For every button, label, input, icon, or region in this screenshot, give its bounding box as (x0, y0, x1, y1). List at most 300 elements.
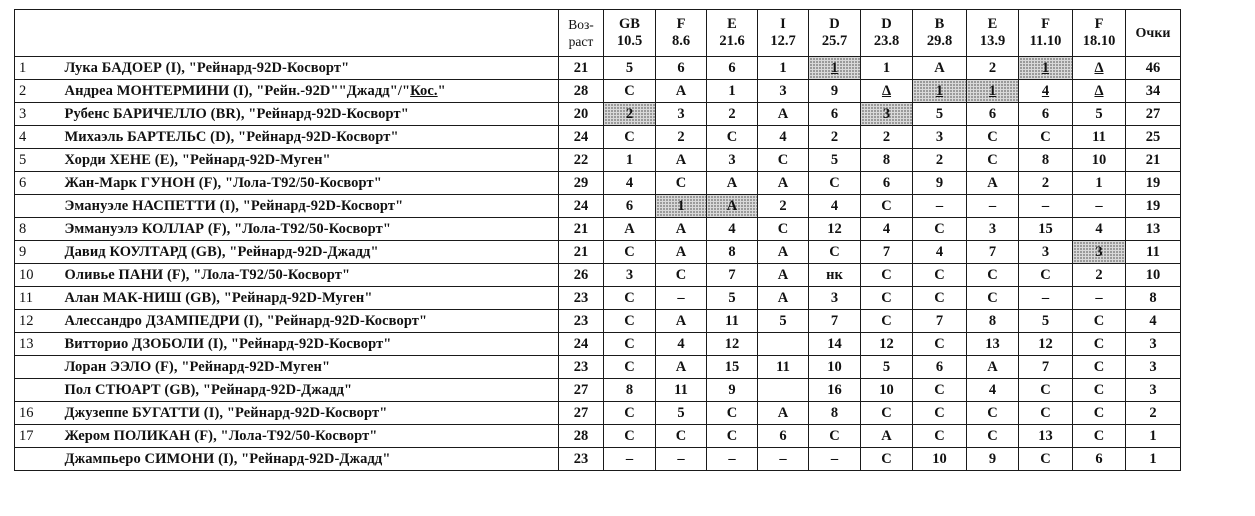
header-race (758, 10, 809, 57)
race-result-value: A (777, 106, 789, 122)
race-result-cell (967, 379, 1019, 402)
race-result-cell (656, 241, 707, 264)
race-result-value: нк (826, 267, 843, 283)
race-result-cell (707, 264, 758, 287)
race-result-cell (758, 310, 809, 333)
race-result-cell (656, 287, 707, 310)
race-result-value: C (829, 428, 840, 444)
race-result-value: 3 (779, 83, 787, 99)
position-cell: 1 (15, 57, 59, 80)
race-result-cell (967, 310, 1019, 333)
race-date: 13.9 (979, 33, 1006, 49)
race-result-value: 6 (728, 60, 736, 76)
race-result-value: A (675, 359, 687, 375)
race-result-value: 5 (935, 106, 944, 122)
driver-team-text: " (437, 83, 446, 99)
race-result-cell (861, 218, 913, 241)
race-result-cell (1019, 80, 1073, 103)
position-cell: 16 (15, 402, 59, 425)
race-result-value: 2 (625, 106, 634, 122)
race-result-cell (967, 218, 1019, 241)
race-result-value: C (675, 175, 687, 191)
points-cell: 11 (1126, 241, 1181, 264)
race-result-value: 5 (1095, 106, 1103, 122)
race-result-value: C (934, 428, 945, 444)
race-result-cell (758, 425, 809, 448)
race-result-value: C (1040, 267, 1051, 283)
race-result-cell (656, 264, 707, 287)
points-cell: 25 (1126, 126, 1181, 149)
race-result-value: 11 (674, 382, 688, 398)
race-result-cell (707, 448, 758, 471)
race-date: 18.10 (1082, 33, 1116, 49)
race-result-value: C (934, 405, 945, 421)
race-country: E (987, 16, 998, 32)
race-result-cell (809, 310, 861, 333)
position-cell: 5 (15, 149, 59, 172)
table-row (15, 310, 1181, 333)
race-result-value: 4 (830, 198, 839, 214)
race-result-cell (1019, 241, 1073, 264)
race-result-cell (809, 425, 861, 448)
race-result-cell (656, 57, 707, 80)
driver-team-text: Андреа МОНТЕРМИНИ (I), "Рейн.-92D""Джадд"/" (64, 83, 411, 99)
race-result-cell (707, 356, 758, 379)
race-result-value: 11 (725, 313, 739, 329)
race-result-value: C (1040, 129, 1051, 145)
race-result-value: 1 (882, 60, 891, 76)
points-cell: 27 (1126, 103, 1181, 126)
race-result-cell (809, 379, 861, 402)
header-race (604, 10, 656, 57)
race-result-cell (967, 264, 1019, 287)
race-result-value: C (934, 290, 945, 306)
race-country: F (1041, 16, 1050, 32)
race-result-value: A (934, 60, 945, 76)
race-result-value: 4 (935, 244, 944, 260)
race-result-cell (707, 126, 758, 149)
race-result-value: 4 (1095, 221, 1103, 237)
race-result-cell (913, 241, 967, 264)
points-cell: 34 (1126, 80, 1181, 103)
age-cell: 23 (559, 287, 604, 310)
race-result-value: 8 (830, 405, 839, 421)
race-result-value: 3 (1041, 244, 1050, 260)
race-result-cell (861, 333, 913, 356)
age-cell: 29 (559, 172, 604, 195)
age-cell: 24 (559, 333, 604, 356)
race-result-value: C (1093, 382, 1105, 398)
race-result-value: 6 (677, 60, 685, 76)
driver-team-cell: Лоран ЭЭЛО (F), "Рейнард-92D-Муген" (59, 356, 559, 379)
header-points-label: Очки (1135, 25, 1171, 41)
race-result-value: A (675, 244, 687, 260)
race-result-value: 6 (1041, 106, 1050, 122)
race-result-value: – (1041, 290, 1050, 306)
race-result-cell (861, 241, 913, 264)
race-result-cell (913, 379, 967, 402)
race-result-cell (861, 379, 913, 402)
race-result-value: A (777, 405, 789, 421)
race-result-value: 12 (724, 336, 740, 352)
race-result-cell (604, 333, 656, 356)
race-result-cell (967, 425, 1019, 448)
age-cell: 27 (559, 402, 604, 425)
race-result-cell (809, 241, 861, 264)
race-result-cell (1019, 310, 1073, 333)
race-result-cell (861, 448, 913, 471)
race-result-cell (604, 241, 656, 264)
race-result-cell (861, 103, 913, 126)
race-result-value: C (987, 152, 998, 168)
age-cell: 21 (559, 218, 604, 241)
race-result-value: 6 (882, 175, 891, 191)
race-result-cell (913, 448, 967, 471)
race-result-cell (861, 80, 913, 103)
race-result-cell (1019, 195, 1073, 218)
race-date: 25.7 (821, 33, 848, 49)
race-result-value: C (1093, 336, 1105, 352)
race-result-value: A (777, 290, 789, 306)
race-result-value: 6 (988, 106, 997, 122)
race-result-cell (967, 195, 1019, 218)
standings-body (15, 57, 1181, 471)
driver-team-cell: Оливье ПАНИ (F), "Лола-T92/50-Косворт" (59, 264, 559, 287)
race-result-cell (913, 218, 967, 241)
race-result-value: 4 (1041, 83, 1050, 99)
race-result-value: – (728, 451, 736, 467)
standings-sheet (14, 9, 1181, 471)
race-result-value: 3 (625, 267, 634, 283)
race-result-value: C (624, 428, 635, 444)
race-result-value: Δ (881, 83, 892, 99)
race-result-cell (656, 333, 707, 356)
table-row (15, 425, 1181, 448)
race-result-value: 12 (879, 336, 894, 352)
race-result-cell (604, 287, 656, 310)
race-result-cell (1019, 333, 1073, 356)
race-result-value: C (829, 244, 840, 260)
race-result-value: 2 (728, 106, 736, 122)
points-cell: 10 (1126, 264, 1181, 287)
race-result-value: C (1093, 428, 1105, 444)
race-result-value: 1 (935, 83, 944, 99)
race-result-cell (1073, 356, 1126, 379)
points-cell: 3 (1126, 356, 1181, 379)
header-name-cell (59, 10, 559, 57)
position-cell: 9 (15, 241, 59, 264)
race-result-cell (758, 402, 809, 425)
header-race (707, 10, 758, 57)
header-race (1073, 10, 1126, 57)
race-result-cell (967, 149, 1019, 172)
race-result-cell (1073, 310, 1126, 333)
race-result-cell (1019, 379, 1073, 402)
race-result-value: 9 (830, 83, 839, 99)
race-result-cell (707, 80, 758, 103)
race-result-cell (1019, 172, 1073, 195)
table-row (15, 57, 1181, 80)
race-result-value: A (881, 428, 892, 444)
race-result-cell (1019, 402, 1073, 425)
driver-team-cell: Жан-Марк ГУНОН (F), "Лола-T92/50-Косворт" (59, 172, 559, 195)
race-result-cell (861, 287, 913, 310)
race-result-cell (1073, 448, 1126, 471)
race-result-cell (913, 57, 967, 80)
position-cell (15, 379, 59, 402)
race-result-cell (967, 126, 1019, 149)
table-row (15, 218, 1181, 241)
race-result-cell (604, 218, 656, 241)
race-result-cell (967, 402, 1019, 425)
race-result-value: 2 (988, 60, 997, 76)
race-result-cell (656, 172, 707, 195)
points-cell: 1 (1126, 448, 1181, 471)
position-cell: 3 (15, 103, 59, 126)
race-result-value: 3 (882, 106, 891, 122)
race-result-cell (656, 402, 707, 425)
race-result-value: C (675, 428, 687, 444)
race-result-value: – (779, 451, 787, 467)
race-country: F (1094, 16, 1104, 32)
race-result-cell (707, 379, 758, 402)
race-result-cell (758, 57, 809, 80)
race-result-value: 8 (988, 313, 997, 329)
driver-team-cell: Рубенс БАРИЧЕЛЛО (BR), "Рейнард-92D-Косворт" (59, 103, 559, 126)
race-result-value: C (881, 290, 892, 306)
race-result-cell (913, 172, 967, 195)
header-age-label: Воз- раст (568, 17, 594, 49)
race-result-cell (707, 218, 758, 241)
race-result-cell (1019, 287, 1073, 310)
table-row (15, 356, 1181, 379)
race-result-value: 2 (677, 129, 685, 145)
race-result-value: 12 (1038, 336, 1053, 352)
race-result-value: C (934, 382, 945, 398)
race-result-value: 13 (985, 336, 1000, 352)
race-result-cell (758, 287, 809, 310)
race-result-cell (758, 448, 809, 471)
race-result-cell (604, 57, 656, 80)
race-result-cell (913, 103, 967, 126)
race-result-cell (967, 80, 1019, 103)
race-result-value: C (624, 313, 635, 329)
race-result-cell (1019, 57, 1073, 80)
race-result-cell (1019, 356, 1073, 379)
age-cell: 26 (559, 264, 604, 287)
header-points (1126, 10, 1181, 57)
race-result-cell (809, 172, 861, 195)
header-race (656, 10, 707, 57)
race-result-cell (758, 103, 809, 126)
race-result-value: C (934, 221, 945, 237)
race-result-value: A (675, 152, 687, 168)
position-cell (15, 448, 59, 471)
race-result-value: – (677, 451, 685, 467)
race-result-value: C (987, 405, 998, 421)
race-result-value: C (624, 129, 635, 145)
race-result-cell (656, 126, 707, 149)
race-result-value: 3 (830, 290, 839, 306)
race-result-value: 9 (728, 382, 736, 398)
age-cell: 24 (559, 195, 604, 218)
position-cell: 11 (15, 287, 59, 310)
race-result-value: C (987, 290, 998, 306)
table-row (15, 80, 1181, 103)
driver-team-cell: Михаэль БАРТЕЛЬС (D), "Рейнард-92D-Косворт" (59, 126, 559, 149)
race-date: 11.10 (1029, 33, 1062, 49)
header-row (15, 10, 1181, 57)
race-result-cell (809, 218, 861, 241)
race-result-cell (809, 57, 861, 80)
race-result-value: 3 (677, 106, 685, 122)
race-result-cell (604, 195, 656, 218)
race-result-cell (656, 103, 707, 126)
race-result-value: C (1093, 359, 1105, 375)
race-result-cell (809, 195, 861, 218)
race-result-value: C (777, 152, 789, 168)
race-result-value: C (726, 428, 738, 444)
race-result-cell (656, 356, 707, 379)
race-result-cell (967, 356, 1019, 379)
race-result-value: 6 (625, 198, 634, 214)
race-result-value: 5 (625, 60, 634, 76)
driver-team-cell: Лука БАДОЕР (I), "Рейнард-92D-Косворт" (59, 57, 559, 80)
race-result-value: C (934, 336, 945, 352)
points-cell: 3 (1126, 379, 1181, 402)
header-race (967, 10, 1019, 57)
table-row (15, 379, 1181, 402)
race-result-cell (604, 379, 656, 402)
race-result-value: 3 (1095, 244, 1103, 260)
table-row (15, 402, 1181, 425)
race-result-cell (758, 195, 809, 218)
race-result-cell (861, 172, 913, 195)
race-result-value: Δ (1094, 83, 1104, 99)
age-cell: 23 (559, 310, 604, 333)
driver-team-cell: Эммануэлэ КОЛЛАР (F), "Лола-T92/50-Косворт" (59, 218, 559, 241)
age-cell: 22 (559, 149, 604, 172)
table-row (15, 333, 1181, 356)
driver-team-cell: Алессандро ДЗАМПЕДРИ (I), "Рейнард-92D-Косворт" (59, 310, 559, 333)
race-result-cell (913, 195, 967, 218)
header-race (913, 10, 967, 57)
race-result-cell (604, 80, 656, 103)
race-result-cell (707, 333, 758, 356)
race-result-cell (967, 448, 1019, 471)
race-result-cell (1019, 425, 1073, 448)
header-pos-cell (15, 10, 59, 57)
race-country: F (676, 16, 686, 32)
race-result-value: A (777, 244, 789, 260)
standings-table (14, 9, 1181, 471)
driver-team-text: Кос. (410, 83, 438, 99)
race-result-value: 10 (827, 359, 842, 375)
race-result-value: C (624, 83, 635, 99)
race-result-value: 2 (882, 129, 891, 145)
race-result-value: 8 (625, 382, 634, 398)
age-cell: 28 (559, 80, 604, 103)
header-race (1019, 10, 1073, 57)
race-date: 23.8 (873, 33, 900, 49)
race-result-cell (913, 402, 967, 425)
age-cell: 23 (559, 448, 604, 471)
race-result-cell (707, 195, 758, 218)
race-result-value: 2 (935, 152, 944, 168)
race-result-cell (809, 333, 861, 356)
race-result-value: 15 (1038, 221, 1053, 237)
table-row (15, 448, 1181, 471)
position-cell: 10 (15, 264, 59, 287)
points-cell: 2 (1126, 402, 1181, 425)
race-result-value: – (1095, 198, 1103, 214)
race-result-value: 2 (779, 198, 787, 214)
race-result-value: C (829, 175, 840, 191)
race-result-value: 7 (988, 244, 997, 260)
race-result-cell (861, 126, 913, 149)
race-result-cell (1073, 425, 1126, 448)
race-result-value: 8 (882, 152, 891, 168)
race-result-value: 2 (830, 129, 839, 145)
race-result-cell (758, 241, 809, 264)
driver-team-cell: Жером ПОЛИКАН (F), "Лола-T92/50-Косворт" (59, 425, 559, 448)
table-row (15, 149, 1181, 172)
race-result-cell (1073, 172, 1126, 195)
race-result-value: A (987, 175, 998, 191)
points-cell: 8 (1126, 287, 1181, 310)
table-row (15, 195, 1181, 218)
race-result-value: C (881, 267, 892, 283)
race-result-cell (861, 402, 913, 425)
race-result-cell (1073, 379, 1126, 402)
race-result-value: A (777, 267, 789, 283)
race-result-cell (604, 126, 656, 149)
header-age (559, 10, 604, 57)
race-result-value: A (675, 83, 687, 99)
race-result-cell (913, 149, 967, 172)
race-result-cell (809, 80, 861, 103)
race-result-cell (913, 356, 967, 379)
race-result-cell (913, 264, 967, 287)
race-result-value: 16 (827, 382, 842, 398)
position-cell (15, 356, 59, 379)
race-result-value: – (935, 198, 944, 214)
race-result-cell (604, 310, 656, 333)
race-result-value: A (726, 198, 738, 214)
header-race (861, 10, 913, 57)
race-result-value: C (881, 405, 892, 421)
race-result-value: 1 (779, 60, 787, 76)
points-cell: 4 (1126, 310, 1181, 333)
race-result-value: 10 (1091, 152, 1107, 168)
race-result-cell (1019, 264, 1073, 287)
race-result-cell (604, 172, 656, 195)
race-result-cell (1073, 195, 1126, 218)
driver-team-cell: Эмануэле НАСПЕТТИ (I), "Рейнард-92D-Косворт" (59, 195, 559, 218)
race-result-cell (1073, 218, 1126, 241)
race-result-value: A (675, 313, 687, 329)
position-cell (15, 195, 59, 218)
race-result-value: 1 (728, 83, 736, 99)
driver-team-cell: Джампьеро СИМОНИ (I), "Рейнард-92D-Джадд" (59, 448, 559, 471)
race-country: GB (619, 16, 640, 32)
race-result-cell (656, 310, 707, 333)
race-result-cell (967, 333, 1019, 356)
race-result-cell (861, 195, 913, 218)
race-result-value: C (881, 198, 892, 214)
race-result-value: C (675, 267, 687, 283)
race-result-cell (758, 80, 809, 103)
